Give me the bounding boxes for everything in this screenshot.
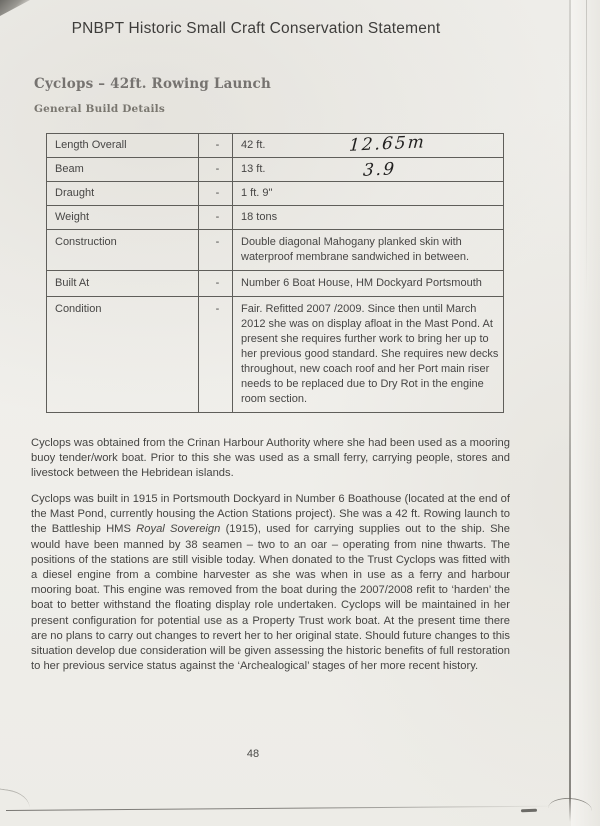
row-label: Built At	[47, 271, 199, 297]
handwritten-annotation-beam-metres: 3.9	[362, 159, 397, 181]
row-value: 18 tons	[233, 206, 504, 230]
paragraph-history-build	[31, 492, 510, 674]
row-separator: -	[199, 297, 233, 413]
row-separator: -	[199, 158, 233, 182]
table-row-weight	[47, 206, 504, 230]
row-value: Number 6 Boat House, HM Dockyard Portsmouth	[233, 271, 504, 297]
paragraph-history-crinan: Cyclops was obtained from the Crinan Harbour Authority where she had been used as a mooring buoy tender/work boat. Prior to this she was used as a small ferry, carrying people, stores and livestock between the Hebridean islands.	[31, 437, 510, 480]
section-heading: Cyclops – 42ft. Rowing Launch	[34, 76, 271, 92]
scan-artifact-bottom-right-mark	[521, 809, 537, 813]
row-separator: -	[199, 206, 233, 230]
row-label: Construction	[47, 230, 199, 271]
ship-name-italic: Royal Sovereign	[136, 523, 221, 536]
table-row-length-overall	[47, 134, 504, 158]
row-value: 13 ft.	[233, 158, 504, 182]
table-row-draught	[47, 182, 504, 206]
row-separator: -	[199, 134, 233, 158]
row-separator: -	[199, 182, 233, 206]
row-separator: -	[199, 271, 233, 297]
row-value: Fair. Refitted 2007 /2009. Since then until March 2012 she was on display afloat in the Mast Pond. At present she requires further work to bring her up to her previous good standard. She requires new decks throughout, new coach roof and her Port main riser needs to be replaced due to Dry Rot in the engine room section.	[233, 297, 504, 413]
row-label: Weight	[47, 206, 199, 230]
scan-artifact-crease-line	[569, 0, 571, 822]
scan-artifact-bottom-left-curve	[0, 787, 32, 819]
handwritten-annotation-length-metres: 12.65m	[348, 132, 427, 156]
scan-artifact-bottom-line	[6, 806, 556, 811]
table-row-condition	[47, 297, 504, 413]
table-row-built-at	[47, 271, 504, 297]
row-label: Draught	[47, 182, 199, 206]
row-label: Length Overall	[47, 134, 199, 158]
scan-artifact-crease-line-faint	[586, 0, 587, 300]
row-label: Condition	[47, 297, 199, 413]
row-value: 42 ft.	[233, 134, 504, 158]
row-value: Double diagonal Mahogany planked skin with waterproof membrane sandwiched in between.	[233, 230, 504, 271]
table-row-beam	[47, 158, 504, 182]
subsection-heading: General Build Details	[34, 103, 165, 115]
scan-artifact-corner-shadow	[0, 0, 30, 16]
document-title: PNBPT Historic Small Craft Conservation Statement	[71, 20, 441, 37]
build-details-table	[46, 132, 499, 413]
row-label: Beam	[47, 158, 199, 182]
page-number: 48	[246, 748, 260, 760]
paragraph-text-segment: (1915), used for carrying supplies out to the ship. She would have been manned by 38 seamen – two to an oar – operating from nine thwarts. The positions of the stations are still visible today. When donated to the Trust Cyclops was fitted with a diesel engine from a combine harvester as she was when in use as a ferry and harbour mooring boat. This engine was removed from the boat during the 2007/2008 refit to ‘harden’ the boat to better withstand the floating display role undertaken. Cyclops will be maintained in her present configuration for potential use as a Property Trust work boat. At the present time there are no plans to carry out changes to revert her to her original state. Should future changes to this situation develop due consideration will be given assessing the historic benefits of full restoration to her previous service status against the ‘Archealogical’ stages of her more recent history.	[31, 523, 510, 673]
paragraph-text-segment: Cyclops was built in 1915 in Portsmouth Dockyard in Number 6 Boathouse (located at the end of the Mast Pond, currently housing the Action Stations project). She was a 42 ft. Rowing launch to the Battleship HMS	[31, 493, 510, 536]
row-separator: -	[199, 230, 233, 271]
table-row-construction	[47, 230, 504, 271]
row-value: 1 ft. 9"	[233, 182, 504, 206]
